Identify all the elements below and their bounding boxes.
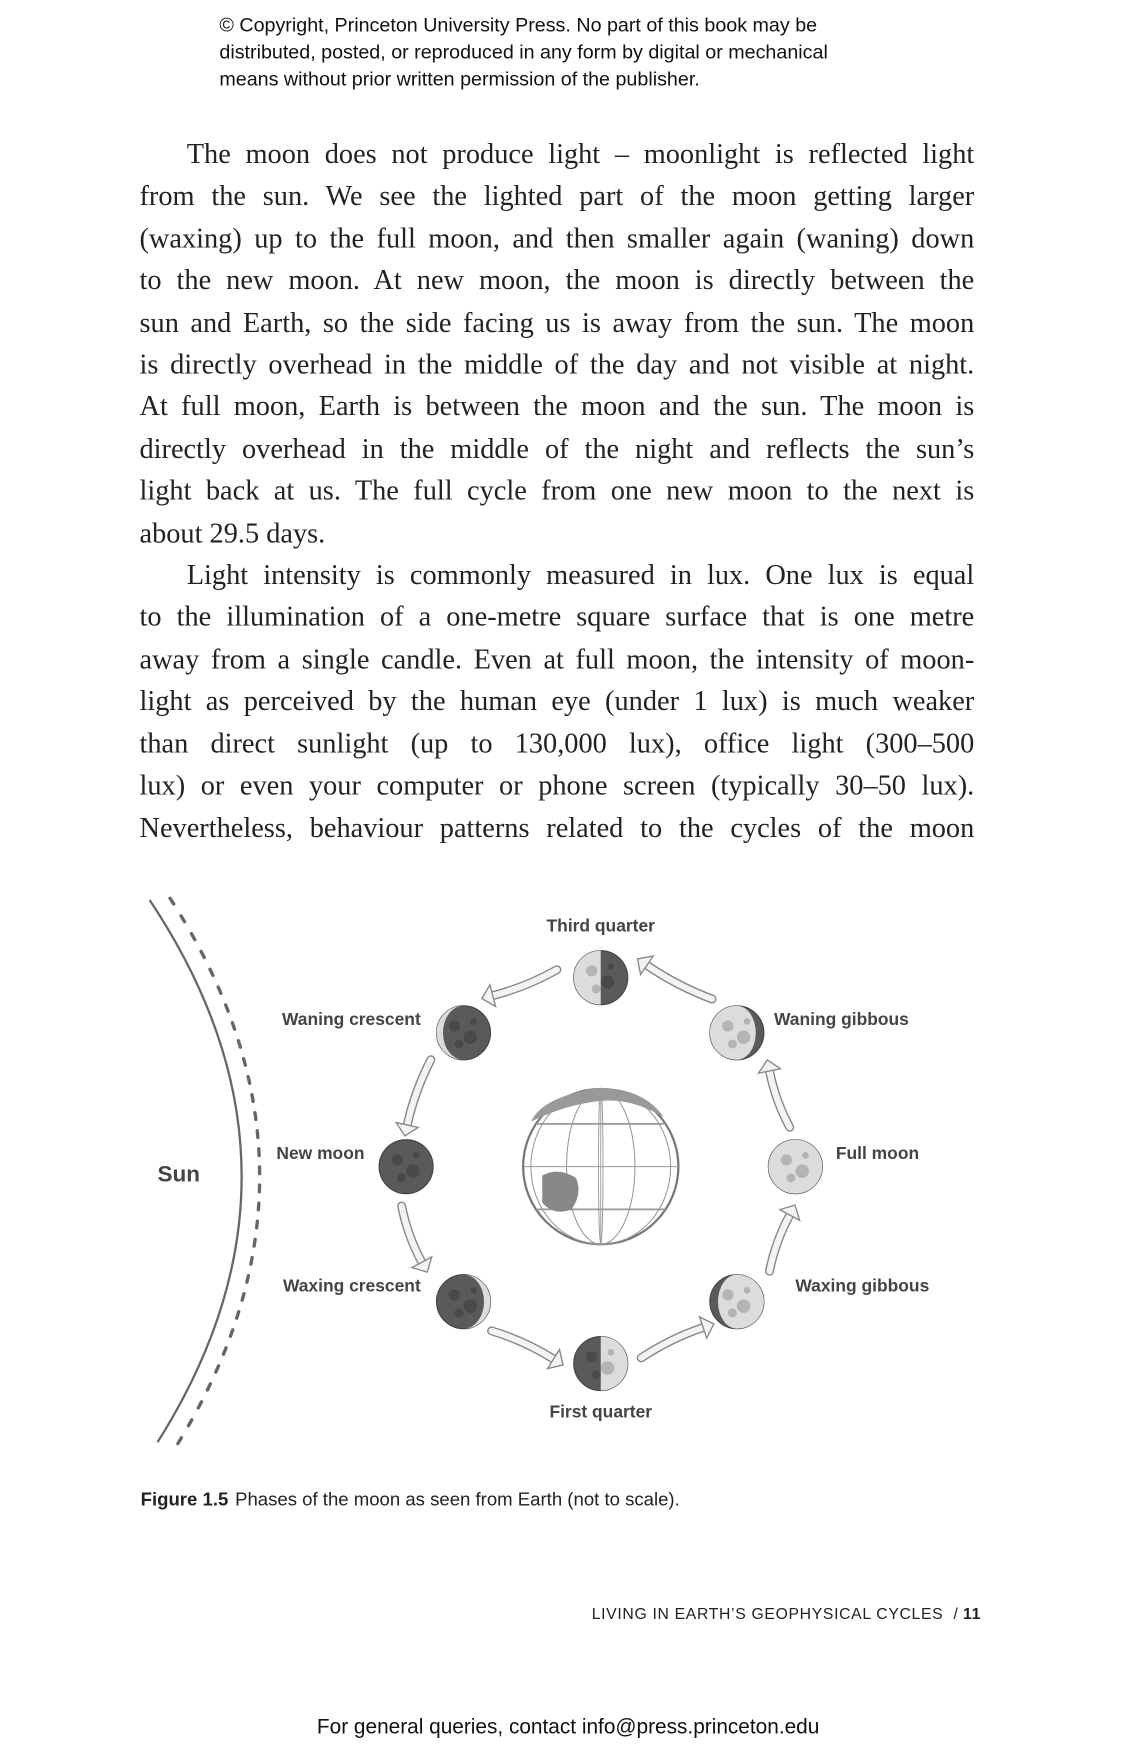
phase-label: Waxing gibbous [795, 1276, 929, 1296]
text-line: light back at us. The full cycle from one new moon to the next is [140, 471, 975, 513]
crater [586, 1351, 597, 1362]
copyright-line: means without prior written permission of the publisher. [219, 65, 827, 92]
moon-first-quarter [549, 1337, 652, 1422]
crater [722, 1020, 733, 1031]
crater [802, 1152, 809, 1159]
crater [592, 984, 601, 993]
sun-ray [238, 1041, 240, 1047]
arrow-body [647, 965, 712, 999]
crater [392, 1154, 403, 1165]
sun-ray [207, 1384, 210, 1390]
sun-ray [251, 1257, 252, 1264]
text-line: to the illumination of a one-metre square surface that is one metre [140, 597, 975, 639]
moon-phases-figure [113, 889, 1013, 1474]
figure-number: Figure 1.5 [141, 1490, 229, 1510]
arrow-head [396, 1123, 418, 1136]
crater [449, 1020, 460, 1031]
sun-ray [201, 951, 204, 957]
running-head [592, 1604, 981, 1622]
moon-lit-side [768, 1140, 822, 1194]
crater [737, 1299, 751, 1313]
orbit-arrow [492, 1331, 563, 1369]
sun-ray [248, 1077, 249, 1084]
orbit-arrow [402, 1206, 432, 1272]
sun-ray [170, 898, 174, 904]
running-head-title: LIVING IN EARTH’S GEOPHYSICAL CYCLES / [592, 1604, 959, 1622]
sun-ray [216, 1366, 219, 1372]
moon-full-moon [768, 1140, 919, 1194]
footer-contact: For general queries, contact info@press.princeton.edu [0, 1715, 1125, 1740]
crater [744, 1018, 751, 1025]
arrow-body [493, 970, 557, 996]
sun-ray [257, 1131, 258, 1138]
sun-ray [255, 1113, 256, 1120]
text-line: Light intensity is commonly measured in lux. One lux is equal [140, 555, 975, 597]
moon-waning-crescent [282, 1006, 491, 1060]
phase-label: Waning gibbous [774, 1009, 909, 1029]
text-line: than direct sunlight (up to 130,000 lux), office light (300–500 [140, 723, 975, 765]
sun-ray [242, 1294, 244, 1301]
phase-label: Full moon [836, 1143, 919, 1163]
phase-label: Waning crescent [282, 1009, 421, 1029]
text-line: Nevertheless, behaviour patterns related to the cycles of the moon [140, 807, 975, 849]
crater [586, 965, 597, 976]
crater [470, 1287, 477, 1294]
sun-ray [218, 987, 221, 993]
text-line: to the new moon. At new moon, the moon is directly between the [140, 260, 975, 302]
crater [455, 1308, 464, 1317]
crater [608, 1349, 615, 1356]
crater [786, 1173, 795, 1182]
crater [601, 975, 615, 989]
sun-ray [191, 934, 194, 940]
crater [397, 1173, 406, 1182]
text-line: sun and Earth, so the side facing us is away from the sun. The moon [140, 302, 975, 344]
crater [795, 1164, 809, 1178]
sun-ray [188, 1420, 191, 1426]
sun-ray [232, 1023, 234, 1029]
sun-ray [254, 1239, 255, 1246]
arrow-body [641, 1328, 703, 1358]
orbit-arrow [770, 1205, 800, 1271]
moon-dark-side [379, 1140, 433, 1194]
text-line: from the sun. We see the lighted part of the moon getting larger [140, 176, 975, 218]
orbit-arrow [638, 956, 713, 999]
crater [722, 1289, 733, 1300]
crater [781, 1154, 792, 1165]
sun-ray [244, 1059, 246, 1066]
sun-ray [178, 1438, 182, 1444]
crater [737, 1031, 751, 1045]
crater [464, 1299, 478, 1313]
sun-ray [181, 916, 184, 922]
text-line: directly overhead in the middle of the night and reflects the sun’s [140, 428, 975, 470]
crater [464, 1031, 478, 1045]
text-line: The moon does not produce light – moonlight is reflected light [140, 134, 975, 176]
text-line: light as perceived by the human eye (under 1 lux) is much weaker [140, 681, 975, 723]
arrow-body [407, 1060, 431, 1125]
crater [455, 1040, 464, 1049]
copyright-notice [219, 11, 827, 92]
body-text [140, 134, 975, 849]
crater [470, 1018, 477, 1025]
crater [406, 1164, 420, 1178]
copyright-line: © Copyright, Princeton University Press. No part of this book may be [219, 11, 827, 38]
crater [413, 1152, 420, 1159]
crater [592, 1370, 601, 1379]
crater [744, 1287, 751, 1294]
phase-label: Third quarter [547, 916, 656, 936]
sun-ray [257, 1221, 258, 1228]
figure-caption-text: Phases of the moon as seen from Earth (not to scale). [235, 1490, 680, 1510]
earth-globe [523, 1088, 678, 1244]
figure-caption [141, 1490, 680, 1511]
text-line: away from a single candle. Even at full moon, the intensity of moon- [140, 639, 975, 681]
sun-ray [224, 1348, 227, 1354]
crater [728, 1040, 737, 1049]
sun-ray [230, 1330, 232, 1336]
paragraph [140, 555, 975, 850]
text-line: At full moon, Earth is between the moon and the sun. The moon is [140, 386, 975, 428]
orbit-arrow [758, 1060, 789, 1127]
sun-ray [198, 1402, 201, 1408]
crater [728, 1308, 737, 1317]
moon-waxing-gibbous [710, 1275, 929, 1329]
sun-ray [247, 1276, 249, 1283]
page-number: 11 [963, 1604, 981, 1622]
arrow-head [758, 1060, 780, 1073]
arrow-body [492, 1331, 554, 1359]
orbit-arrow [641, 1317, 714, 1358]
sun-label: Sun [158, 1161, 201, 1186]
text-line: is directly overhead in the middle of the day and not visible at night. [140, 344, 975, 386]
text-line: about 29.5 days. [140, 513, 975, 555]
phase-label: New moon [276, 1143, 364, 1163]
moon-waning-gibbous [710, 1006, 909, 1060]
sun-ray [252, 1095, 253, 1102]
phase-label: Waxing crescent [283, 1276, 421, 1296]
australia-landmass [542, 1172, 578, 1212]
sun-ray [237, 1312, 239, 1318]
phase-label: First quarter [549, 1402, 652, 1422]
moon-lit-side [710, 1006, 756, 1060]
moon-lit-side [574, 951, 601, 1005]
moon-new-moon [276, 1140, 433, 1194]
orbit-arrow [396, 1060, 431, 1136]
sun-ray [210, 969, 213, 975]
text-line: (waxing) up to the full moon, and then smaller again (waning) down [140, 218, 975, 260]
copyright-line: distributed, posted, or reproduced in any form by digital or mechanical [219, 38, 827, 65]
paragraph [140, 134, 975, 555]
crater [608, 963, 615, 970]
moon-waxing-crescent [283, 1275, 491, 1329]
text-line: lux) or even your computer or phone screen (typically 30–50 lux). [140, 765, 975, 807]
sun-ray [226, 1005, 228, 1011]
crater [601, 1361, 615, 1375]
orbit-arrow [482, 970, 557, 1007]
crater [449, 1289, 460, 1300]
